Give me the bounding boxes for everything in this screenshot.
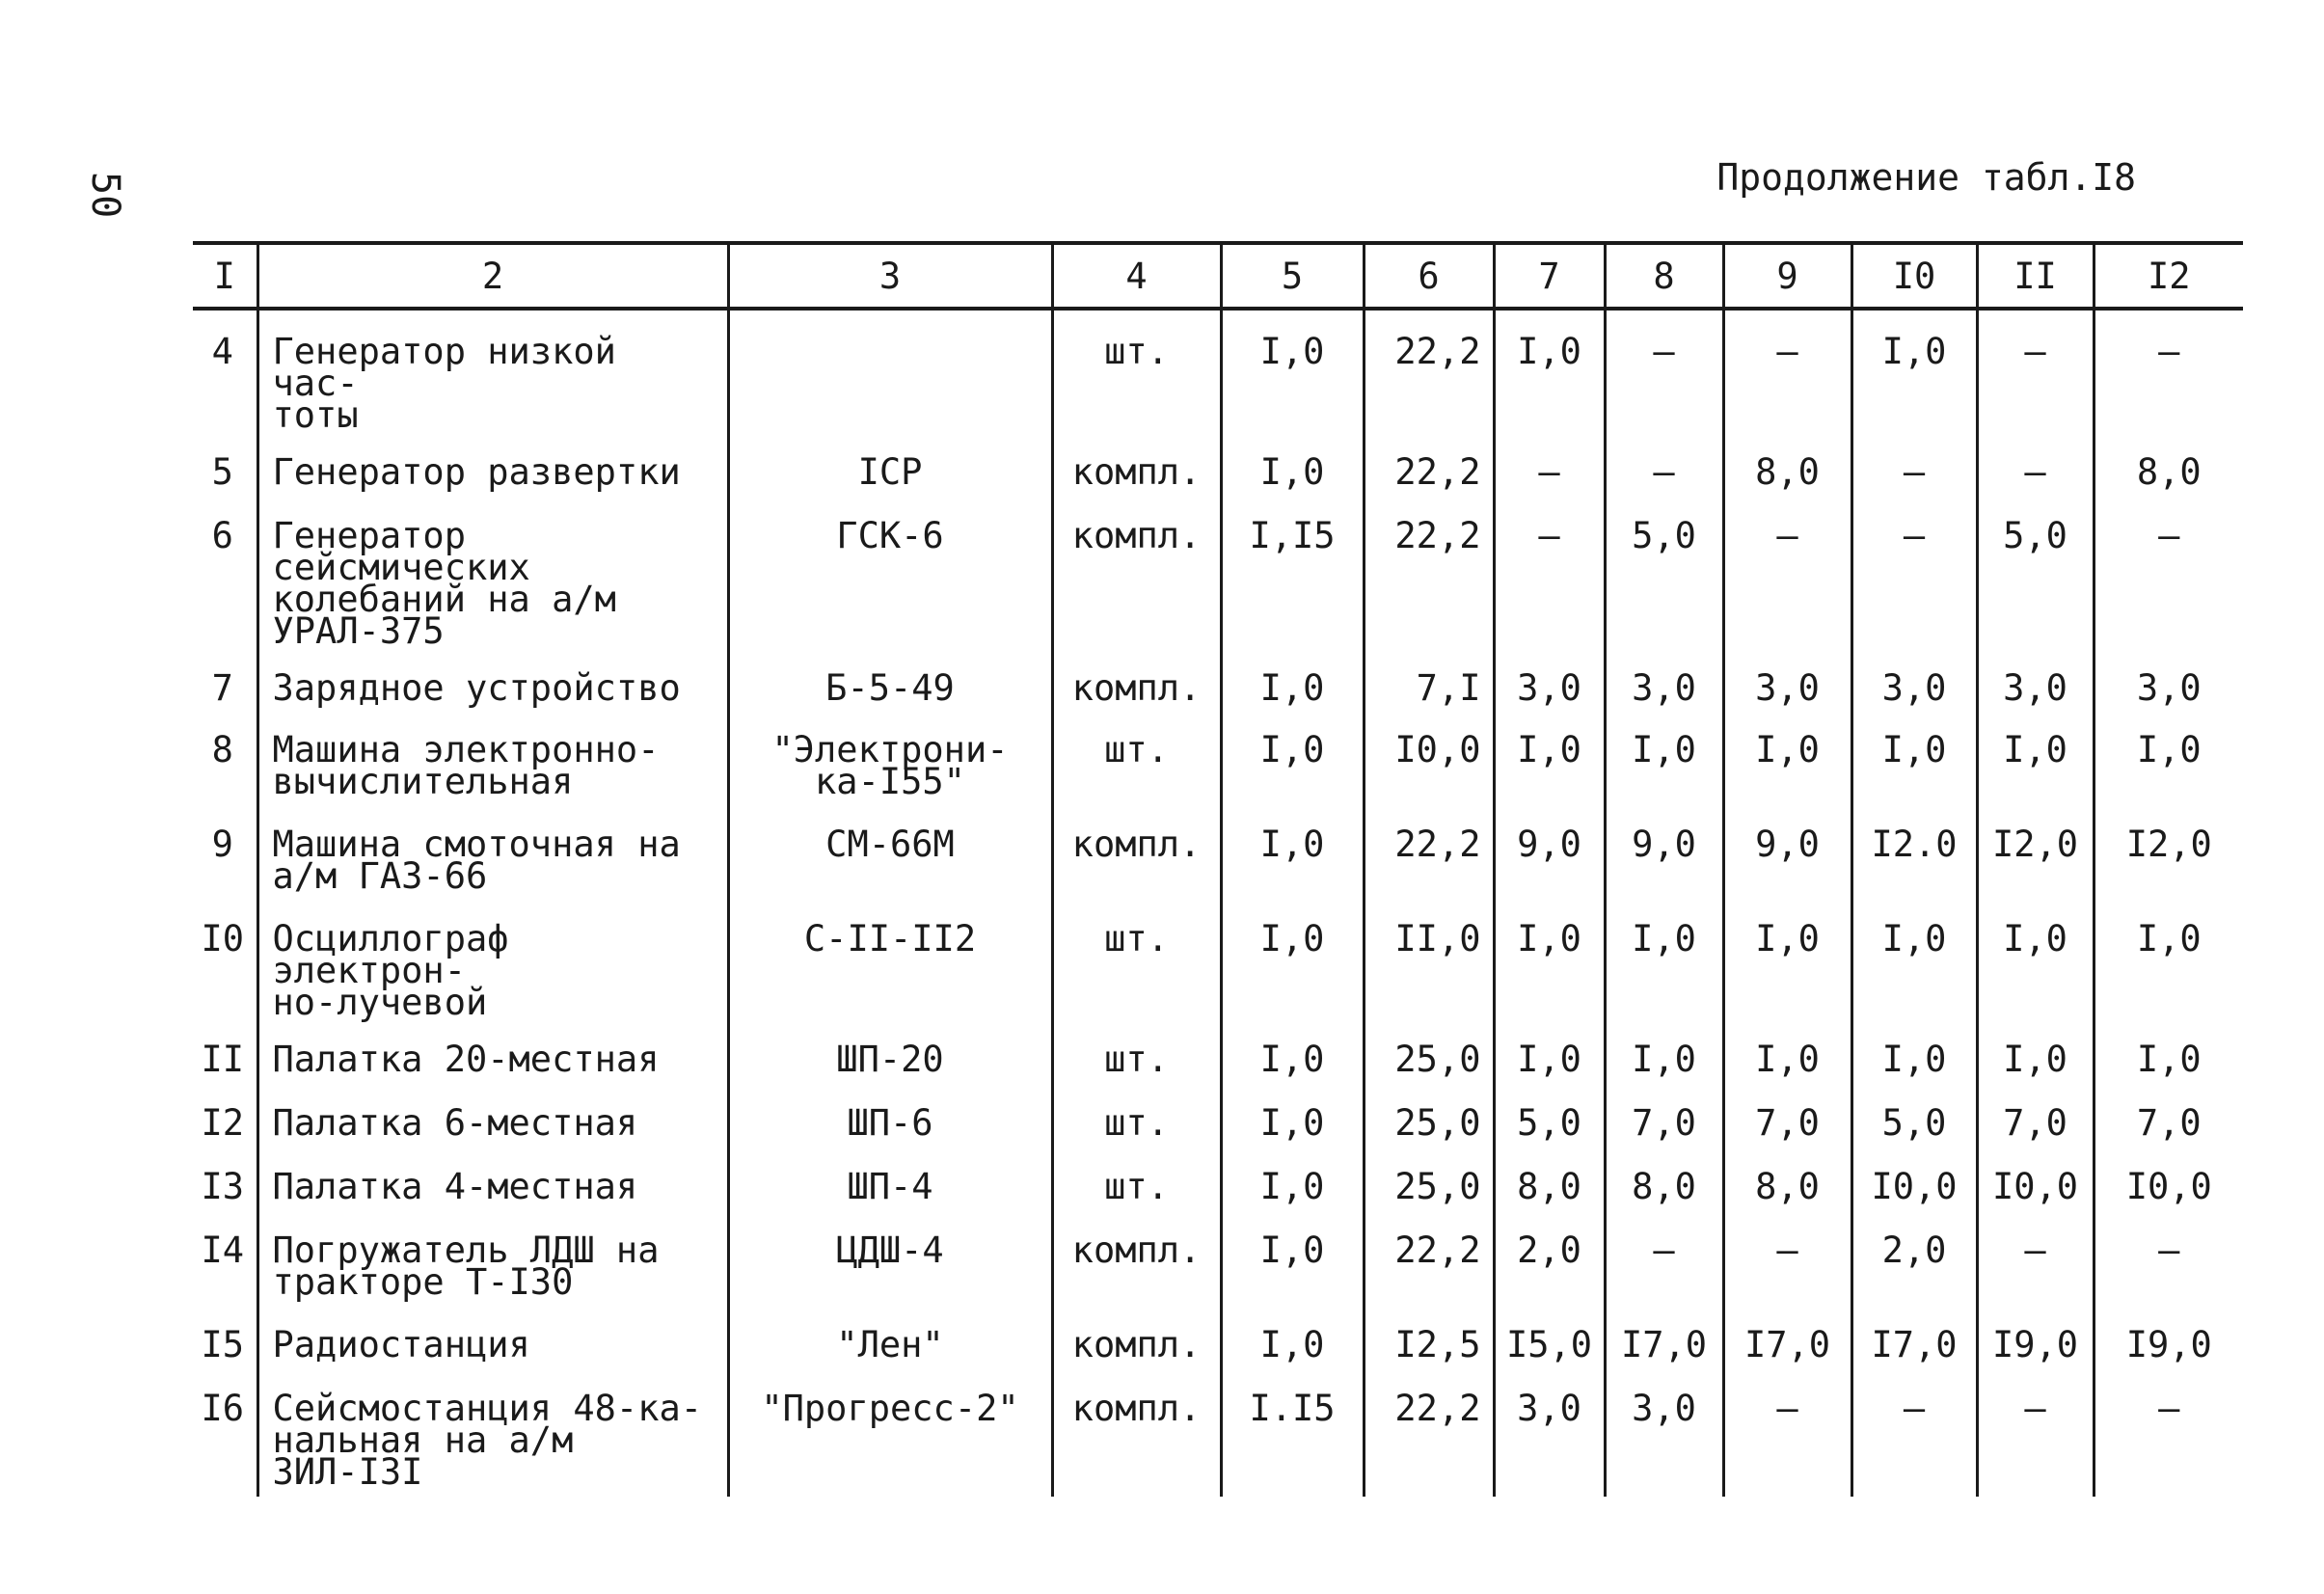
cell-col10: I7,0 — [1851, 1304, 1977, 1367]
row-number: 9 — [211, 824, 233, 865]
item-mark: С-II-II2 — [728, 898, 1052, 1018]
row-number: I2 — [201, 1102, 245, 1144]
cell-col7: 2,0 — [1494, 1209, 1605, 1304]
equipment-table — [193, 241, 2243, 1497]
item-unit: компл. — [1052, 1367, 1221, 1497]
item-name: Сейсмостанция 48-ка- нальная на а/м ЗИЛ-I3I — [257, 1367, 728, 1497]
cell-col6: 22,2 — [1364, 495, 1494, 647]
cell-col7: I,0 — [1494, 898, 1605, 1018]
cell-col12: 7,0 — [2094, 1082, 2243, 1146]
cell-col12: – — [2094, 1209, 2243, 1304]
item-unit: компл. — [1052, 495, 1221, 647]
column-header: 5 — [1221, 243, 1364, 309]
cell-col10: I,0 — [1851, 898, 1977, 1018]
row-number: 4 — [211, 331, 233, 372]
cell-col11: I9,0 — [1977, 1304, 2094, 1367]
cell-col9: – — [1723, 1367, 1851, 1497]
cell-col11: 3,0 — [1977, 647, 2094, 709]
cell-col6: II,0 — [1364, 898, 1494, 1018]
cell-col7: I,0 — [1494, 1018, 1605, 1082]
table-row — [193, 309, 2243, 431]
table-row — [193, 495, 2243, 647]
cell-col6: 25,0 — [1364, 1146, 1494, 1209]
item-mark: "Прогресс-2" — [728, 1367, 1052, 1497]
table-row — [193, 709, 2243, 803]
cell-col8: I7,0 — [1605, 1304, 1723, 1367]
cell-col8: 3,0 — [1605, 647, 1723, 709]
cell-col7: 3,0 — [1494, 647, 1605, 709]
cell-col5: I,0 — [1221, 803, 1364, 898]
cell-col6: 25,0 — [1364, 1082, 1494, 1146]
cell-col7: 8,0 — [1494, 1146, 1605, 1209]
item-name: Зарядное устройство — [257, 647, 728, 709]
item-name: Палатка 4-местная — [257, 1146, 728, 1209]
cell-col5: I,0 — [1221, 309, 1364, 431]
item-name: Радиостанция — [257, 1304, 728, 1367]
cell-col9: 9,0 — [1723, 803, 1851, 898]
item-mark: ШП-6 — [728, 1082, 1052, 1146]
cell-col9: 7,0 — [1723, 1082, 1851, 1146]
item-name: Генератор низкой час- тоты — [257, 309, 728, 431]
item-unit: компл. — [1052, 803, 1221, 898]
cell-col10: I0,0 — [1851, 1146, 1977, 1209]
cell-col6: 22,2 — [1364, 803, 1494, 898]
cell-col12: – — [2094, 309, 2243, 431]
table-row — [193, 1209, 2243, 1304]
cell-col7: 5,0 — [1494, 1082, 1605, 1146]
cell-col12: I,0 — [2094, 898, 2243, 1018]
item-mark: ШП-4 — [728, 1146, 1052, 1209]
item-mark: СМ-66М — [728, 803, 1052, 898]
cell-col12: 8,0 — [2094, 431, 2243, 495]
cell-col5: I,0 — [1221, 709, 1364, 803]
cell-col11: I,0 — [1977, 898, 2094, 1018]
column-header: 7 — [1494, 243, 1605, 309]
table-row — [193, 647, 2243, 709]
item-name: Машина электронно- вычислительная — [257, 709, 728, 803]
column-header: I0 — [1851, 243, 1977, 309]
item-mark: "Электрони- ка-I55" — [728, 709, 1052, 803]
item-unit: компл. — [1052, 1209, 1221, 1304]
item-name: Генератор сейсмических колебаний на а/м УРАЛ-375 — [257, 495, 728, 647]
cell-col6: I0,0 — [1364, 709, 1494, 803]
cell-col9: I,0 — [1723, 898, 1851, 1018]
item-unit: шт. — [1052, 309, 1221, 431]
cell-col7: I5,0 — [1494, 1304, 1605, 1367]
cell-col5: I,0 — [1221, 647, 1364, 709]
row-number: 7 — [211, 667, 233, 709]
row-number: I5 — [201, 1324, 245, 1365]
column-header: 6 — [1364, 243, 1494, 309]
item-unit: компл. — [1052, 1304, 1221, 1367]
item-mark: ICP — [728, 431, 1052, 495]
cell-col9: – — [1723, 309, 1851, 431]
cell-col8: – — [1605, 431, 1723, 495]
cell-col6: 22,2 — [1364, 1209, 1494, 1304]
row-number: 6 — [211, 515, 233, 556]
cell-col10: – — [1851, 495, 1977, 647]
cell-col11: 5,0 — [1977, 495, 2094, 647]
cell-col8: 5,0 — [1605, 495, 1723, 647]
cell-col11: – — [1977, 309, 2094, 431]
table-row — [193, 1018, 2243, 1082]
item-mark: Б-5-49 — [728, 647, 1052, 709]
column-header: 3 — [728, 243, 1052, 309]
row-number: I0 — [201, 918, 245, 959]
table-row — [193, 803, 2243, 898]
cell-col10: 2,0 — [1851, 1209, 1977, 1304]
cell-col11: I,0 — [1977, 709, 2094, 803]
cell-col5: I.I5 — [1221, 1367, 1364, 1497]
cell-col5: I,0 — [1221, 1146, 1364, 1209]
cell-col7: – — [1494, 431, 1605, 495]
cell-col6: 22,2 — [1364, 431, 1494, 495]
cell-col11: I,0 — [1977, 1018, 2094, 1082]
cell-col8: I,0 — [1605, 1018, 1723, 1082]
table-row — [193, 1082, 2243, 1146]
table-row — [193, 1304, 2243, 1367]
cell-col11: – — [1977, 431, 2094, 495]
cell-col9: I7,0 — [1723, 1304, 1851, 1367]
item-unit: шт. — [1052, 1018, 1221, 1082]
cell-col5: I,0 — [1221, 1018, 1364, 1082]
cell-col8: 9,0 — [1605, 803, 1723, 898]
header-row — [193, 243, 2243, 309]
cell-col6: 7,I — [1364, 647, 1494, 709]
cell-col6: 25,0 — [1364, 1018, 1494, 1082]
column-header: I2 — [2094, 243, 2243, 309]
cell-col10: – — [1851, 1367, 1977, 1497]
item-unit: шт. — [1052, 1146, 1221, 1209]
cell-col6: 22,2 — [1364, 1367, 1494, 1497]
cell-col9: 3,0 — [1723, 647, 1851, 709]
table-row — [193, 1146, 2243, 1209]
item-unit: компл. — [1052, 647, 1221, 709]
item-unit: шт. — [1052, 1082, 1221, 1146]
cell-col9: I,0 — [1723, 709, 1851, 803]
cell-col7: I,0 — [1494, 709, 1605, 803]
table-row — [193, 431, 2243, 495]
cell-col12: – — [2094, 1367, 2243, 1497]
cell-col12: I0,0 — [2094, 1146, 2243, 1209]
item-unit: шт. — [1052, 709, 1221, 803]
column-header: 9 — [1723, 243, 1851, 309]
cell-col5: I,0 — [1221, 898, 1364, 1018]
cell-col11: I2,0 — [1977, 803, 2094, 898]
item-unit: шт. — [1052, 898, 1221, 1018]
item-name: Машина смоточная на а/м ГАЗ-66 — [257, 803, 728, 898]
cell-col6: I2,5 — [1364, 1304, 1494, 1367]
cell-col5: I,0 — [1221, 1209, 1364, 1304]
cell-col9: 8,0 — [1723, 1146, 1851, 1209]
cell-col11: – — [1977, 1367, 2094, 1497]
cell-col11: I0,0 — [1977, 1146, 2094, 1209]
cell-col10: I,0 — [1851, 709, 1977, 803]
item-mark: ЦДШ-4 — [728, 1209, 1052, 1304]
table-continuation-title: Продолжение табл.I8 — [1716, 156, 2136, 199]
cell-col12: I,0 — [2094, 709, 2243, 803]
cell-col10: I2.0 — [1851, 803, 1977, 898]
cell-col5: I,0 — [1221, 1304, 1364, 1367]
cell-col12: I9,0 — [2094, 1304, 2243, 1367]
cell-col8: I,0 — [1605, 709, 1723, 803]
item-name: Осциллограф электрон- но-лучевой — [257, 898, 728, 1018]
cell-col10: – — [1851, 431, 1977, 495]
column-header: I — [193, 243, 257, 309]
cell-col12: I2,0 — [2094, 803, 2243, 898]
cell-col7: – — [1494, 495, 1605, 647]
cell-col8: 3,0 — [1605, 1367, 1723, 1497]
item-unit: компл. — [1052, 431, 1221, 495]
item-name: Погружатель ЛДШ на тракторе Т-I30 — [257, 1209, 728, 1304]
cell-col10: I,0 — [1851, 1018, 1977, 1082]
cell-col12: – — [2094, 495, 2243, 647]
cell-col8: 7,0 — [1605, 1082, 1723, 1146]
cell-col10: 5,0 — [1851, 1082, 1977, 1146]
column-header: 2 — [257, 243, 728, 309]
item-mark: "Лен" — [728, 1304, 1052, 1367]
cell-col5: I,0 — [1221, 431, 1364, 495]
cell-col8: – — [1605, 1209, 1723, 1304]
cell-col7: 3,0 — [1494, 1367, 1605, 1497]
item-name: Палатка 6-местная — [257, 1082, 728, 1146]
cell-col11: – — [1977, 1209, 2094, 1304]
page-number: 50 — [83, 172, 127, 219]
cell-col8: I,0 — [1605, 898, 1723, 1018]
row-number: I4 — [201, 1229, 245, 1271]
column-header: II — [1977, 243, 2094, 309]
cell-col8: 8,0 — [1605, 1146, 1723, 1209]
row-number: II — [201, 1039, 245, 1080]
cell-col12: I,0 — [2094, 1018, 2243, 1082]
cell-col9: – — [1723, 495, 1851, 647]
cell-col9: – — [1723, 1209, 1851, 1304]
item-mark: ГСК-6 — [728, 495, 1052, 647]
cell-col7: I,0 — [1494, 309, 1605, 431]
cell-col5: I,I5 — [1221, 495, 1364, 647]
cell-col6: 22,2 — [1364, 309, 1494, 431]
column-header: 8 — [1605, 243, 1723, 309]
row-number: 8 — [211, 729, 233, 770]
item-name: Палатка 20-местная — [257, 1018, 728, 1082]
cell-col12: 3,0 — [2094, 647, 2243, 709]
cell-col11: 7,0 — [1977, 1082, 2094, 1146]
table-row — [193, 898, 2243, 1018]
row-number: 5 — [211, 451, 233, 493]
column-header: 4 — [1052, 243, 1221, 309]
row-number: I3 — [201, 1166, 245, 1207]
item-mark — [728, 309, 1052, 431]
item-mark: ШП-20 — [728, 1018, 1052, 1082]
item-name: Генератор развертки — [257, 431, 728, 495]
table-row — [193, 1367, 2243, 1497]
cell-col10: I,0 — [1851, 309, 1977, 431]
cell-col8: – — [1605, 309, 1723, 431]
cell-col5: I,0 — [1221, 1082, 1364, 1146]
cell-col10: 3,0 — [1851, 647, 1977, 709]
cell-col9: I,0 — [1723, 1018, 1851, 1082]
cell-col7: 9,0 — [1494, 803, 1605, 898]
cell-col9: 8,0 — [1723, 431, 1851, 495]
row-number: I6 — [201, 1388, 245, 1429]
